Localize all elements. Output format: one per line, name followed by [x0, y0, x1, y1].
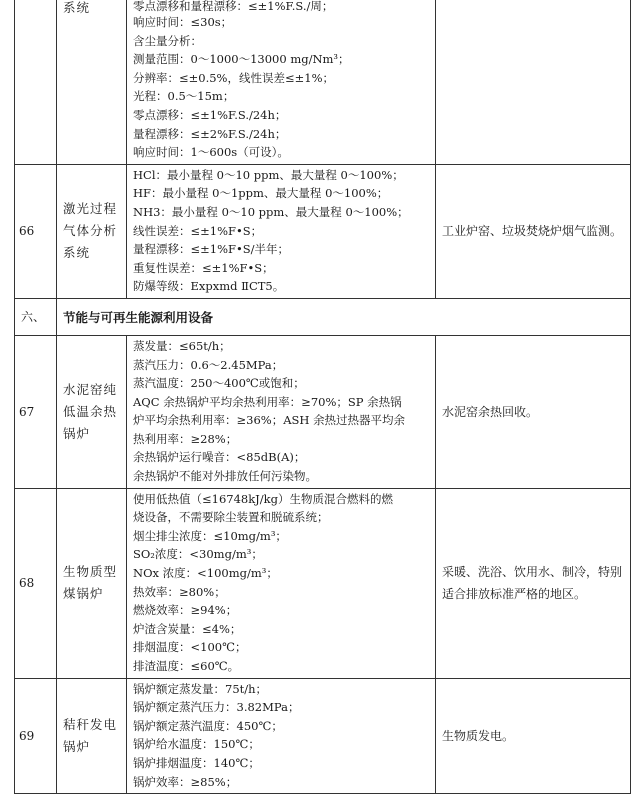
- parameter-line: 排渣温度：≤60℃。: [133, 659, 240, 673]
- parameter-line: HF：最小量程 0～1ppm、最大量程 0～100%；: [133, 186, 389, 201]
- parameter-line: 防爆等级：Expxmd ⅡCT5。: [133, 279, 285, 294]
- application: 生物质发电。: [436, 678, 631, 794]
- parameter-line: 含尘量分析：: [133, 33, 202, 48]
- parameter-line: 量程漂移：≤±2%F.S./24h；: [133, 126, 287, 141]
- parameter-line: 量程漂移：≤±1%F•S/半年；: [133, 242, 290, 257]
- row-number: 68: [15, 488, 57, 678]
- row-number: [15, 0, 57, 164]
- equipment-name: 激光过程气体分析系统: [57, 164, 127, 298]
- parameter-line: 余热锅炉运行噪音：<85dB(A)；: [133, 450, 306, 465]
- row-number: 66: [15, 164, 57, 298]
- parameter-line: HCl：最小量程 0～10 ppm、最大量程 0～100%；: [133, 167, 404, 182]
- parameter-line: NOx 浓度：<100mg/m³；: [133, 566, 278, 581]
- application: [436, 0, 631, 164]
- parameter-line: 排烟温度：<100℃；: [133, 640, 247, 655]
- parameter-line: 锅炉给水温度：150℃；: [133, 737, 260, 752]
- parameter-line: 响应时间：1～600s（可设）。: [133, 145, 289, 160]
- parameter-line: 锅炉额定蒸汽温度：450℃；: [133, 718, 283, 733]
- parameter-line: 响应时间：≤30s；: [133, 15, 233, 29]
- parameter-line: 炉渣含炭量：≤4%；: [133, 621, 242, 636]
- parameter-list: [127, 678, 436, 794]
- parameter-line: 光程：0.5～15m；: [133, 89, 235, 104]
- parameter-line: 蒸汽温度：250～400℃或饱和；: [133, 376, 305, 391]
- table-row: [15, 335, 631, 488]
- parameter-list: [127, 164, 436, 298]
- application: 工业炉窑、垃圾焚烧炉烟气监测。: [436, 164, 631, 298]
- parameter-line: 线性误差：≤±1%F•S；: [133, 223, 263, 238]
- parameter-line: 燃烧效率：≥94%；: [133, 603, 238, 618]
- parameter-line: 烟尘排尘浓度：≤10mg/m³；: [133, 528, 287, 543]
- section-number: 六、: [15, 298, 57, 335]
- parameter-line: 零点漂移：≤±1%F.S./24h；: [133, 107, 287, 122]
- equipment-name: 秸秆发电锅炉: [57, 678, 127, 794]
- parameter-line: 使用低热值（≤16748kJ/kg）生物质混合燃料的燃: [133, 491, 394, 506]
- table-row: [15, 0, 631, 164]
- parameter-line: 重复性误差：≤±1%F•S；: [133, 260, 274, 275]
- equipment-name: 生物质型煤锅炉: [57, 488, 127, 678]
- parameter-line: 余热锅炉不能对外排放任何污染物。: [133, 469, 317, 484]
- application: 水泥窑余热回收。: [436, 335, 631, 488]
- parameter-line: 锅炉额定蒸汽压力：3.82MPa；: [133, 700, 300, 715]
- parameter-line: 测量范围：0～1000～13000 mg/Nm³；: [133, 52, 350, 67]
- parameter-line: NH3：最小量程 0～10 ppm、最大量程 0～100%；: [133, 204, 409, 219]
- parameter-line: SO₂浓度：<30mg/m³；: [133, 547, 263, 562]
- table-row: [15, 678, 631, 794]
- row-number: 67: [15, 335, 57, 488]
- parameter-list: [127, 335, 436, 488]
- table-row: [15, 164, 631, 298]
- parameter-line: 热利用率：≥28%；: [133, 431, 238, 446]
- parameter-list: [127, 0, 436, 164]
- application: 采暖、洗浴、饮用水、制冷，特别适合排放标准严格的地区。: [436, 488, 631, 678]
- section-title: 节能与可再生能源利用设备: [57, 298, 631, 335]
- parameter-line: 零点漂移和量程漂移：≤±1%F.S./周；: [133, 0, 334, 13]
- row-number: 69: [15, 678, 57, 794]
- parameter-line: 蒸发量：≤65t/h；: [133, 338, 231, 353]
- parameter-list: [127, 488, 436, 678]
- equipment-name: 水泥窑纯低温余热锅炉: [57, 335, 127, 488]
- parameter-line: 锅炉排烟温度：140℃；: [133, 755, 260, 770]
- table-row: [15, 488, 631, 678]
- parameter-line: 锅炉额定蒸发量：75t/h；: [133, 681, 268, 696]
- parameter-line: 分辨率：≤±0.5%，线性误差≤±1%；: [133, 70, 335, 85]
- parameter-line: 蒸汽压力：0.6～2.45MPa；: [133, 357, 284, 372]
- equipment-table: [14, 0, 631, 794]
- parameter-line: AQC 余热锅炉平均余热利用率：≥70%；SP 余热锅: [133, 394, 402, 409]
- parameter-line: 热效率：≥80%；: [133, 584, 226, 599]
- equipment-name: 系统: [57, 0, 127, 164]
- section-header-row: [15, 298, 631, 335]
- parameter-line: 炉平均余热利用率：≥36%；ASH 余热过热器平均余: [133, 413, 406, 428]
- parameter-line: 烧设备，不需要除尘装置和脱硫系统；: [133, 510, 329, 525]
- parameter-line: 锅炉效率：≥85%；: [133, 774, 238, 789]
